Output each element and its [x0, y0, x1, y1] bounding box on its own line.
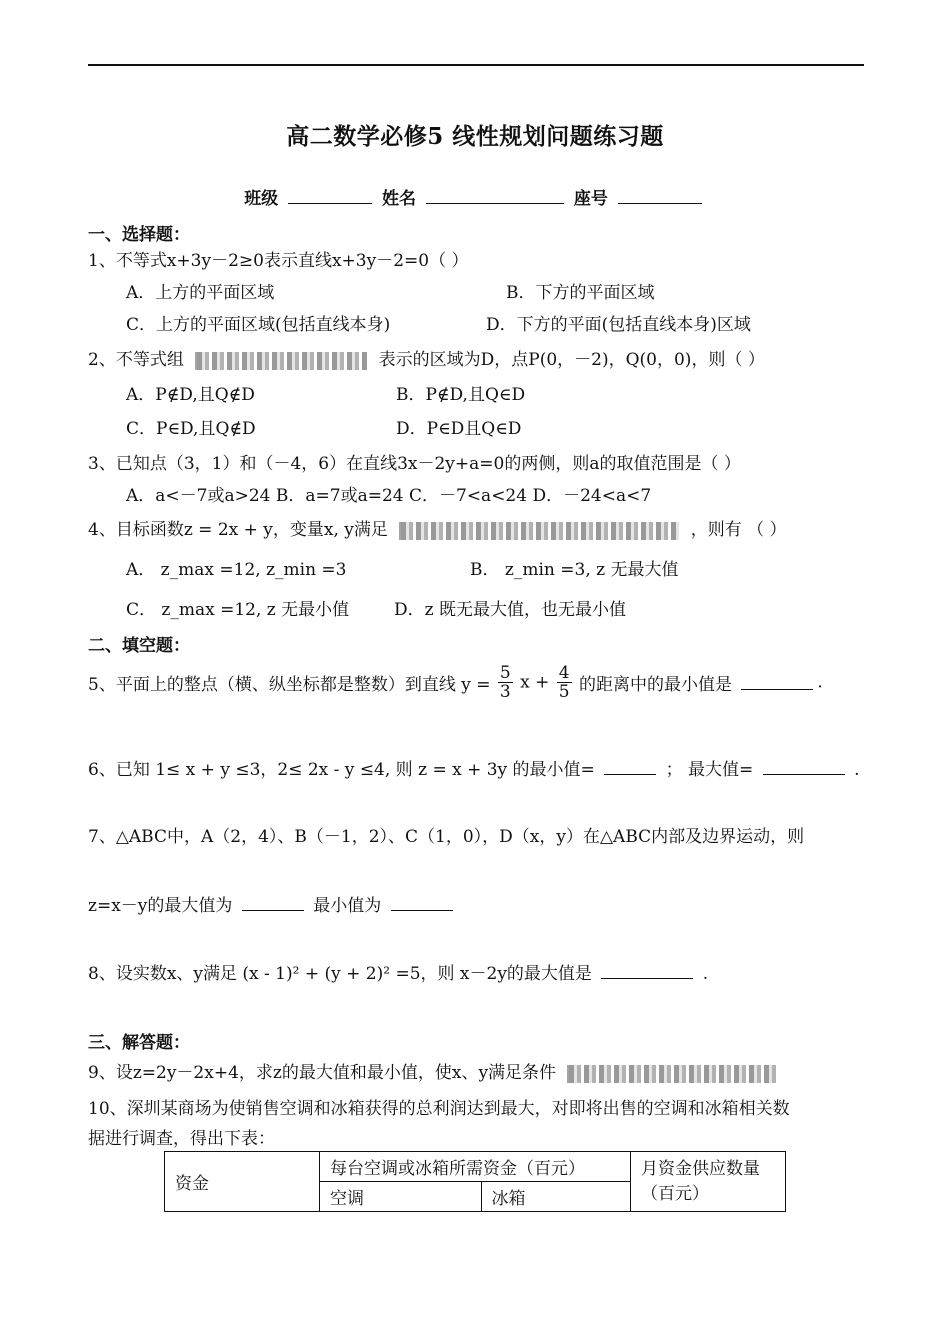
q4-option-b: B． z_min =3, z 无最大值: [470, 560, 679, 580]
question-3: 3、已知点（3，1）和（－4，6）在直线3x－2y+a=0的两侧，则a的取值范围是（ ）: [88, 454, 741, 474]
section-heading-solve: 三、解答题：: [88, 1033, 190, 1053]
table-cell-supply: [631, 1152, 786, 1212]
question-7-line-2: [88, 891, 457, 916]
q4-constraint-image: [399, 522, 679, 540]
question-6: [88, 755, 860, 780]
q9-stem: 9、设z=2y－2x+4，求z的最大值和最小值，使x、y满足条件: [88, 1063, 557, 1083]
table-cell-ac: 空调: [320, 1182, 482, 1212]
section-heading-choice: 一、选择题：: [88, 225, 190, 245]
table-supply-line1: 月资金供应数量: [641, 1159, 760, 1179]
q7-line2-min: 最小值为: [313, 896, 382, 916]
question-10-line-2: 据进行调查，得出下表：: [88, 1129, 275, 1149]
q5-frac2-num: 4: [558, 663, 570, 683]
page-title: 高二数学必修5 线性规划问题练习题: [286, 123, 664, 150]
q2-option-a: A．P∉D,且Q∉D: [126, 385, 255, 405]
question-2: [88, 345, 765, 370]
question-1: 1、不等式x+3y－2≥0表示直线x+3y－2=0（ ）: [88, 251, 469, 271]
q6-max-blank: [763, 760, 845, 775]
name-blank: [426, 189, 564, 204]
q9-constraint-image: [567, 1065, 779, 1083]
q5-frac1-den: 3: [499, 682, 511, 702]
q6-stem: 6、已知 1≤ x + y ≤3，2≤ 2x - y ≤4, 则 z = x + 3y 的最小值=: [88, 760, 595, 780]
q6-stem-mid: ； 最大值=: [665, 760, 754, 780]
question-7-line-1: 7、△ABC中，A（2，4）、B（－1，2）、C（1，0），D（x，y）在△ABC内部及边界运动，则: [88, 827, 805, 847]
q7-min-blank: [391, 896, 453, 911]
q2-stem-pre: 2、不等式组: [88, 350, 184, 370]
q5-stem-mid: x +: [520, 672, 550, 693]
q4-stem-post: ，则有 （ ）: [690, 520, 787, 540]
q7-max-blank: [242, 896, 304, 911]
table-cell-funds: 资金: [165, 1152, 320, 1212]
q6-min-blank: [604, 760, 656, 775]
q5-frac1-num: 5: [499, 663, 511, 683]
q1-option-b: B．下方的平面区域: [506, 283, 655, 303]
q7-line2-max: z=x－y的最大值为: [88, 896, 233, 916]
q4-option-c: C． z_max =12, z 无最小值: [126, 600, 350, 620]
funds-table: [164, 1151, 786, 1212]
name-label: 姓名: [382, 189, 417, 209]
q2-option-c: C．P∈D,且Q∉D: [126, 419, 256, 439]
q3-options: A．a<－7或a>24 B．a=7或a=24 C．－7<a<24 D．－24<a<7: [126, 486, 652, 506]
top-rule: [88, 64, 864, 66]
q4-option-d: D．z 既无最大值，也无最小值: [394, 600, 626, 620]
q1-option-d: D．下方的平面(包括直线本身)区域: [486, 315, 751, 335]
table-supply-line2: （百元）: [641, 1184, 709, 1204]
q5-fraction-2: [557, 664, 572, 701]
q2-option-b: B．P∉D,且Q∈D: [396, 385, 526, 405]
seat-blank: [618, 189, 702, 204]
class-label: 班级: [244, 189, 279, 209]
section-heading-fill: 二、填空题：: [88, 636, 190, 656]
q2-inequality-system-image: [195, 352, 367, 370]
q2-stem-post: 表示的区域为D，点P(0，－2)，Q(0，0)，则（ ）: [378, 350, 765, 370]
table-cell-fridge: 冰箱: [481, 1182, 630, 1212]
q5-fraction-1: [498, 664, 513, 701]
q5-stem-post: 的距离中的最小值是: [579, 675, 733, 695]
question-8: [88, 959, 708, 984]
q6-stem-end: .: [854, 760, 860, 780]
q5-answer-blank: [741, 675, 813, 690]
class-blank: [288, 189, 372, 204]
q5-stem-pre: 5、平面上的整点（横、纵坐标都是整数）到直线 y =: [88, 675, 491, 695]
student-info-line: [0, 184, 950, 209]
q1-option-a: A．上方的平面区域: [126, 283, 275, 303]
question-5: 5、平面上的整点（横、纵坐标都是整数）到直线 y = $\frac{5}{3}$ x + $\frac{4}{5}$ 的距离中的最小值是 .: [88, 663, 823, 702]
question-4: [88, 515, 787, 540]
q8-answer-blank: [601, 964, 693, 979]
seat-label: 座号: [573, 189, 608, 209]
q4-option-a: A． z_max =12, z_min =3: [126, 560, 347, 580]
q2-option-d: D．P∈D且Q∈D: [396, 419, 522, 439]
q1-option-c: C．上方的平面区域(包括直线本身): [126, 315, 391, 335]
q8-stem-end: .: [702, 964, 709, 984]
question-9: [88, 1058, 785, 1083]
q8-stem: 8、设实数x、y满足 (x - 1)² + (y + 2)² =5，则 x－2y的最大值是: [88, 964, 592, 984]
question-10-line-1: 10、深圳某商场为使销售空调和冰箱获得的总利润达到最大，对即将出售的空调和冰箱相关数: [88, 1099, 790, 1119]
q4-stem-pre: 4、目标函数z = 2x + y，变量x, y满足: [88, 520, 388, 540]
table-cell-header: 每台空调或冰箱所需资金（百元）: [320, 1152, 631, 1182]
q5-frac2-den: 5: [558, 682, 570, 702]
